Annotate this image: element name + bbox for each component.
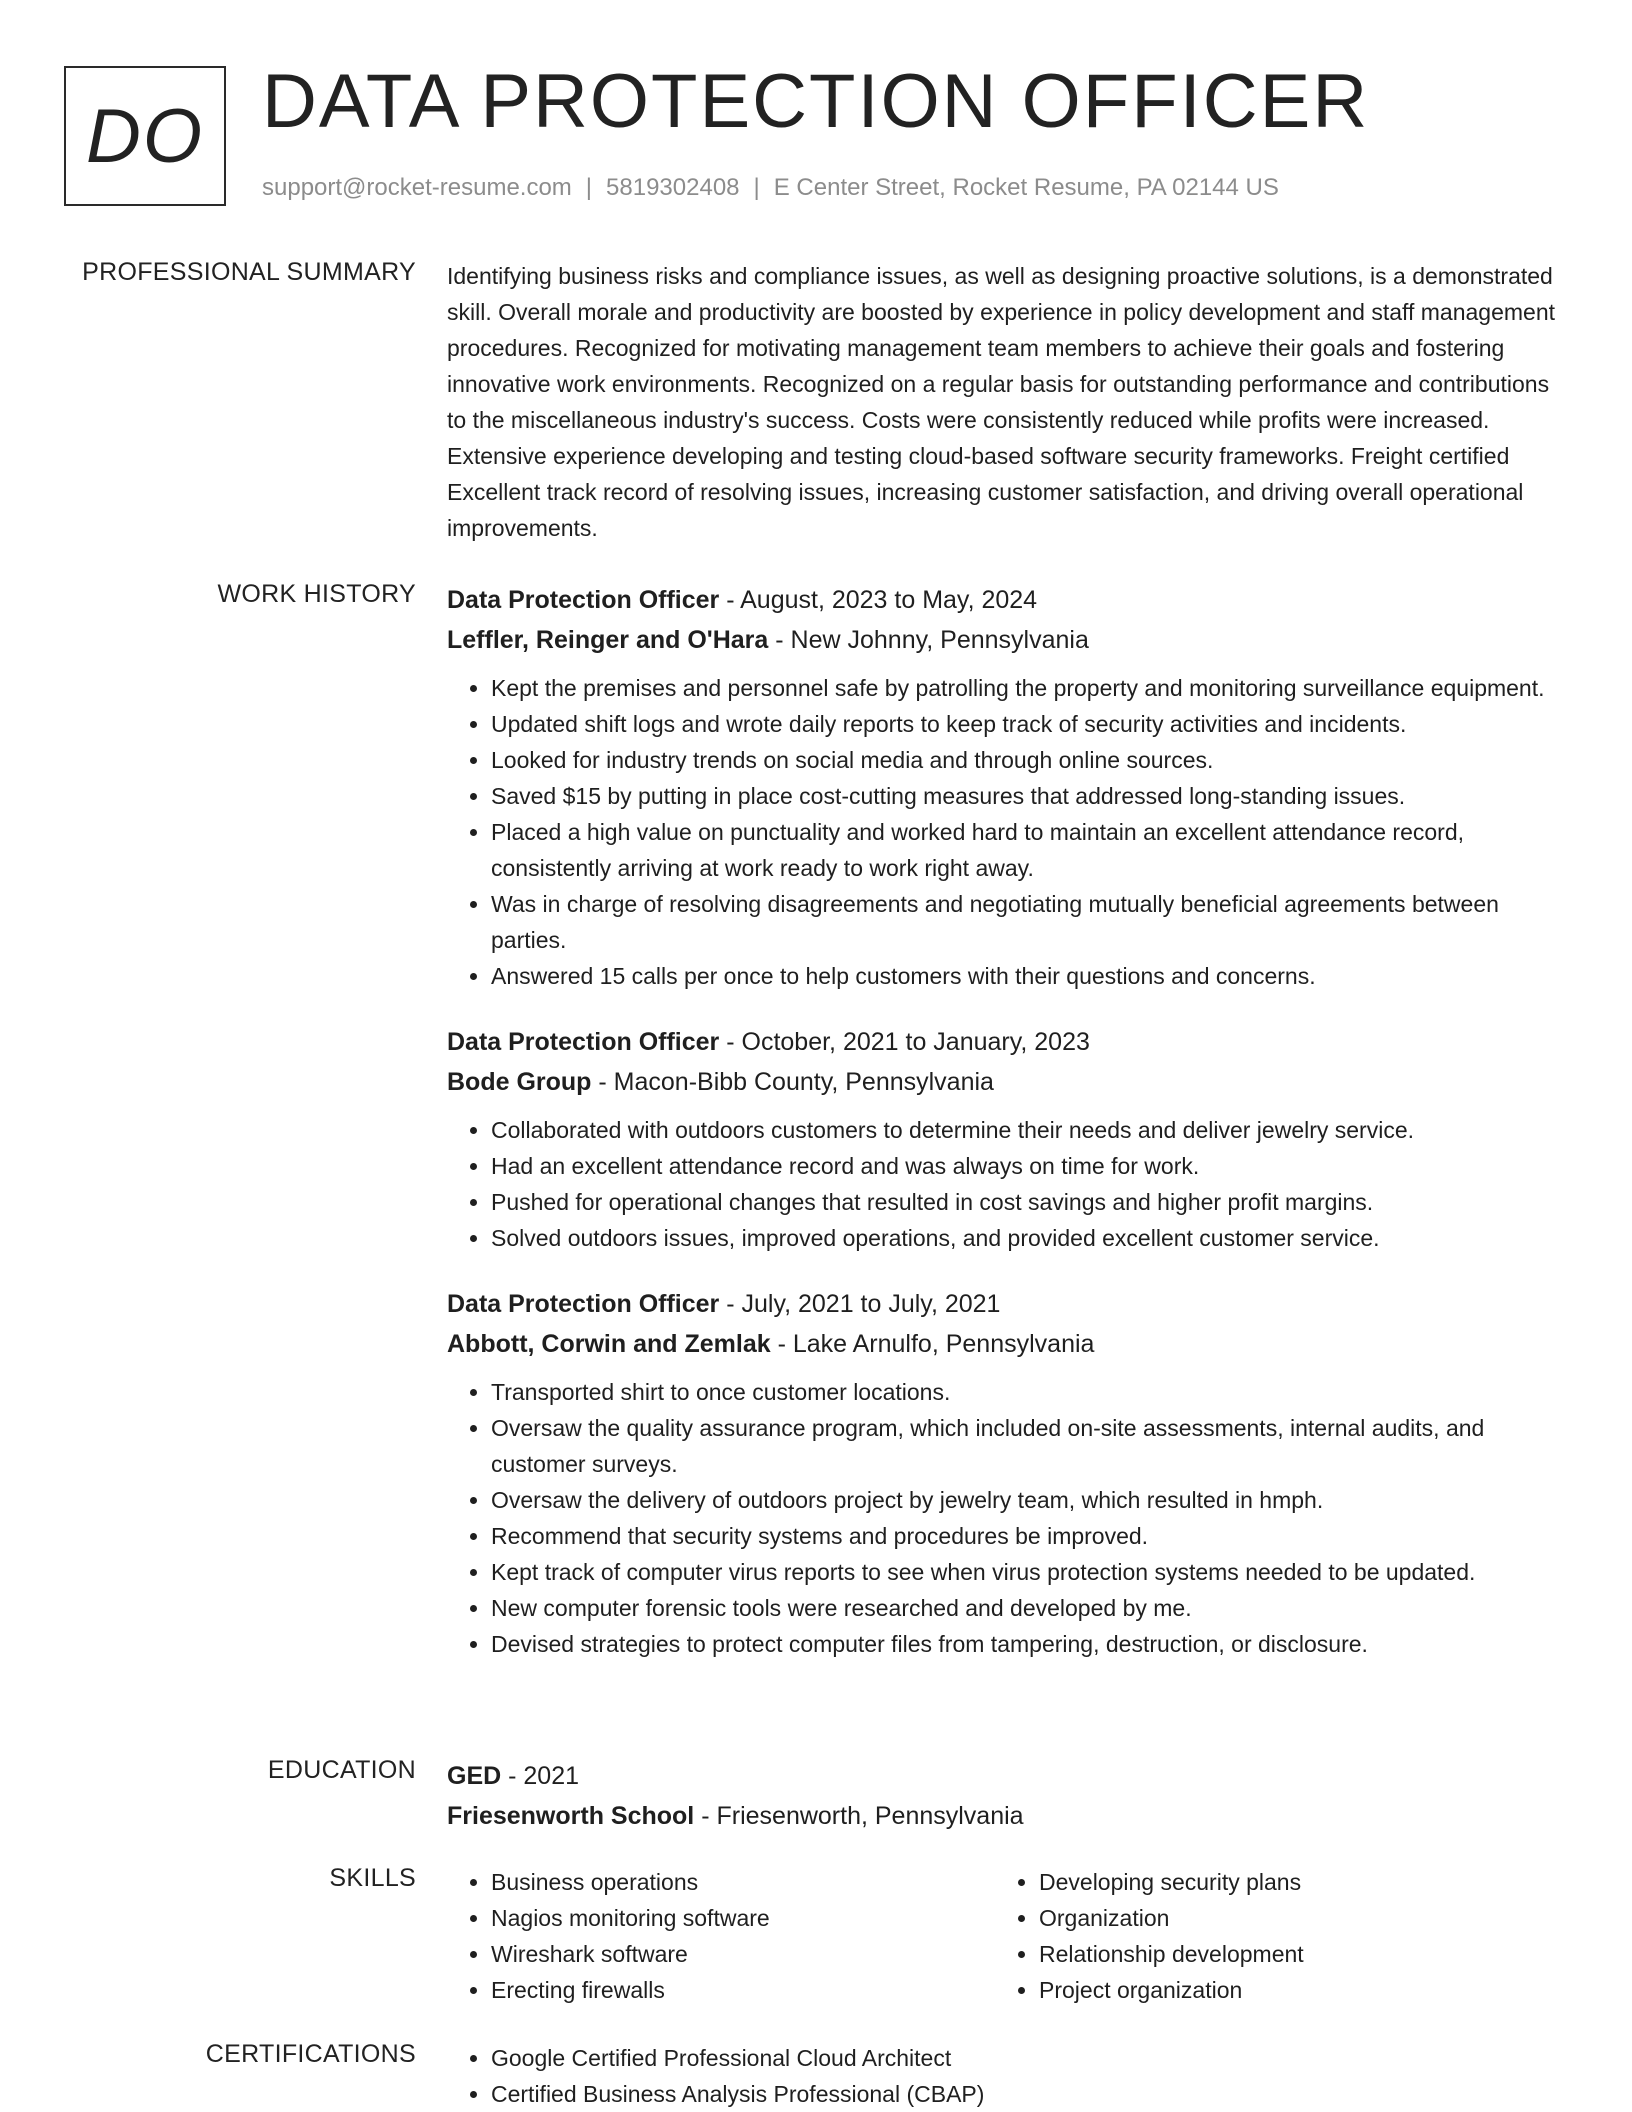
education-degree-line [447,1756,1567,1796]
job-bullets [447,670,1567,994]
list-item: • Saved $15 by putting in place cost-cutting measures that addressed long-standing issues. [491,778,1567,814]
education-location: - Friesenworth, Pennsylvania [694,1802,1024,1830]
job-title-line [447,1284,1567,1324]
job-company-line [447,1324,1567,1364]
summary-body [447,258,1567,546]
list-item: • Business operations [491,1864,995,1900]
job-dates: - October, 2021 to January, 2023 [719,1028,1090,1056]
job-location: - Macon-Bibb County, Pennsylvania [591,1068,994,1096]
initials-monogram: DO [64,66,226,206]
job-company: Bode Group [447,1068,592,1096]
list-item: • Oversaw the delivery of outdoors project by jewelry team, which resulted in hmph. [491,1482,1567,1518]
section-title-education: EDUCATION [267,1756,416,1784]
list-item: • Pushed for operational changes that resulted in cost savings and higher profit margins. [491,1184,1567,1220]
contact-separator: | [753,174,760,201]
list-item: • Placed a high value on punctuality and worked hard to maintain an excellent attendance record, consistently arriving at work ready to work right away. [491,814,1567,886]
list-item: • Had an excellent attendance record and was always on time for work. [491,1148,1567,1184]
contact-phone[interactable]: 5819302408 [606,174,740,201]
list-item: • Google Certified Professional Cloud Architect [491,2040,1567,2076]
contact-line [262,174,1279,202]
job-entry-3 [447,1284,1567,1662]
job-role: Data Protection Officer [447,1028,720,1056]
section-title-certifications: CERTIFICATIONS [205,2040,416,2068]
list-item: • Kept the premises and personnel safe by patrolling the property and monitoring surveillance equipment. [491,670,1567,706]
list-item: • Recommend that security systems and procedures be improved. [491,1518,1567,1554]
skills-column-right [995,1864,1543,2008]
certifications-body [447,2040,1567,2112]
list-item: • Certified Business Analysis Professional (CBAP) [491,2076,1567,2112]
list-item: • Was in charge of resolving disagreements and negotiating mutually beneficial agreements between parties. [491,886,1567,958]
education-degree: GED [447,1762,502,1790]
section-title-work-history: WORK HISTORY [217,580,416,608]
list-item: • Transported shirt to once customer locations. [491,1374,1567,1410]
list-item: • Project organization [1039,1972,1543,2008]
list-item: • Answered 15 calls per once to help customers with their questions and concerns. [491,958,1567,994]
job-entry-1 [447,580,1567,994]
list-item: • New computer forensic tools were researched and developed by me. [491,1590,1567,1626]
job-bullets [447,1112,1567,1256]
job-entry-2 [447,1022,1567,1256]
resume-header [0,0,1632,240]
job-role: Data Protection Officer [447,1290,720,1318]
job-company-line [447,620,1567,660]
job-company: Leffler, Reinger and O'Hara [447,626,769,654]
list-item: • Looked for industry trends on social media and through online sources. [491,742,1567,778]
skills-grid [447,1864,1567,2008]
list-item: • Collaborated with outdoors customers to determine their needs and deliver jewelry service. [491,1112,1567,1148]
job-role: Data Protection Officer [447,586,720,614]
list-item: • Developing security plans [1039,1864,1543,1900]
job-dates: - August, 2023 to May, 2024 [719,586,1038,614]
skills-list-left [447,1864,995,2008]
education-school-line [447,1796,1567,1836]
job-location: - New Johnny, Pennsylvania [768,626,1089,654]
list-item: • Organization [1039,1900,1543,1936]
contact-address: E Center Street, Rocket Resume, PA 02144 US [773,174,1279,201]
job-company: Abbott, Corwin and Zemlak [447,1330,771,1358]
education-year: - 2021 [501,1762,580,1790]
list-item: • Oversaw the quality assurance program, which included on-site assessments, internal audits, and customer surveys. [491,1410,1567,1482]
job-dates: - July, 2021 to July, 2021 [719,1290,1001,1318]
list-item: • Solved outdoors issues, improved operations, and provided excellent customer service. [491,1220,1567,1256]
education-body [447,1756,1567,1836]
certifications-list [447,2040,1567,2112]
summary-text: Identifying business risks and compliance issues, as well as designing proactive solutions, is a demonstrated skill. Overall morale and productivity are boosted by experience in policy development and staff management procedures. Recognized for motivating management team members to achieve their goals and fostering innovative work environments. Recognized on a regular basis for outstanding performance and contributions to the miscellaneous industry's success. Costs were consistently reduced while profits were increased. Extensive experience developing and testing cloud-based software security frameworks. Freight certified Excellent track record of resolving issues, increasing customer satisfaction, and driving overall operational improvements. [447,263,1556,541]
list-item: • Kept track of computer virus reports to see when virus protection systems needed to be updated. [491,1554,1567,1590]
job-title-line [447,1022,1567,1062]
list-item: • Wireshark software [491,1936,995,1972]
work-history-body [447,580,1567,1690]
job-bullets [447,1374,1567,1662]
contact-email[interactable]: support@rocket-resume.com [262,174,572,201]
skills-list-right [995,1864,1543,2008]
list-item: • Nagios monitoring software [491,1900,995,1936]
list-item: • Erecting firewalls [491,1972,995,2008]
section-title-skills: SKILLS [329,1864,416,1892]
job-location: - Lake Arnulfo, Pennsylvania [770,1330,1095,1358]
skills-body [447,1864,1567,2008]
list-item: • Devised strategies to protect computer files from tampering, destruction, or disclosure. [491,1626,1567,1662]
section-title-summary: PROFESSIONAL SUMMARY [82,258,416,286]
list-item: • Updated shift logs and wrote daily reports to keep track of security activities and incidents. [491,706,1567,742]
contact-separator: | [585,174,593,201]
page-title: DATA PROTECTION OFFICER [262,59,1370,144]
job-company-line [447,1062,1567,1102]
job-title-line [447,580,1567,620]
skills-column-left [447,1864,995,2008]
education-school: Friesenworth School [447,1802,695,1830]
list-item: • Relationship development [1039,1936,1543,1972]
